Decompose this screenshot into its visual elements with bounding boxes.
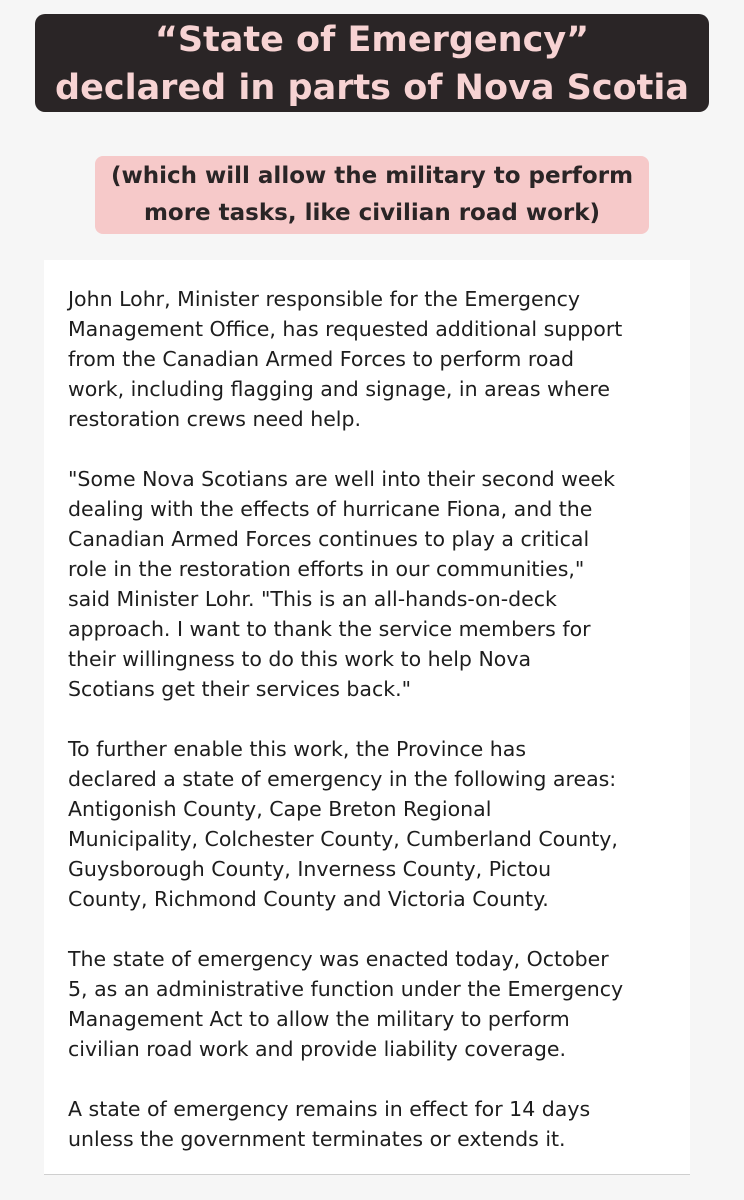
headline-line-1: “State of Emergency” — [154, 20, 590, 60]
article-card — [44, 260, 690, 1175]
article-paragraph-3: To further enable this work, the Province has declared a state of emergency in the following areas: Antigonish County, Cape Breton Regional Municipality, Colchester County, Cumberland County, Guysborough County, Inverness County, Pictou County, Richmond County and Victoria County. — [68, 737, 618, 911]
article-paragraph-1: John Lohr, Minister responsible for the Emergency Management Office, has requested additional support from the Canadian Armed Forces to perform road work, including flagging and signage, in areas where restoration crews need help. — [68, 287, 623, 431]
headline-container — [0, 14, 744, 112]
article-paragraph-4: The state of emergency was enacted today, October 5, as an administrative function under the Emergency Management Act to allow the military to perform civilian road work and provide liability coverage. — [68, 947, 624, 1061]
headline-line-2: declared in parts of Nova Scotia — [55, 68, 689, 108]
subheadline-container — [0, 156, 744, 234]
subheadline — [95, 156, 649, 234]
subheadline-line-1: (which will allow the military to perform — [110, 163, 634, 189]
article-paragraph-5: A state of emergency remains in effect for 14 days unless the government terminates or extends it. — [68, 1097, 591, 1151]
article-paragraph-2: "Some Nova Scotians are well into their second week dealing with the effects of hurricane Fiona, and the Canadian Armed Forces continues to play a critical role in the restoration efforts in our communities," said Minister Lohr. "This is an all-hands-on-deck approach. I want to thank the service members for their willingness to do this work to help Nova Scotians get their services back." — [68, 467, 615, 701]
subheadline-line-2: more tasks, like civilian road work) — [143, 200, 601, 226]
headline — [35, 14, 709, 112]
